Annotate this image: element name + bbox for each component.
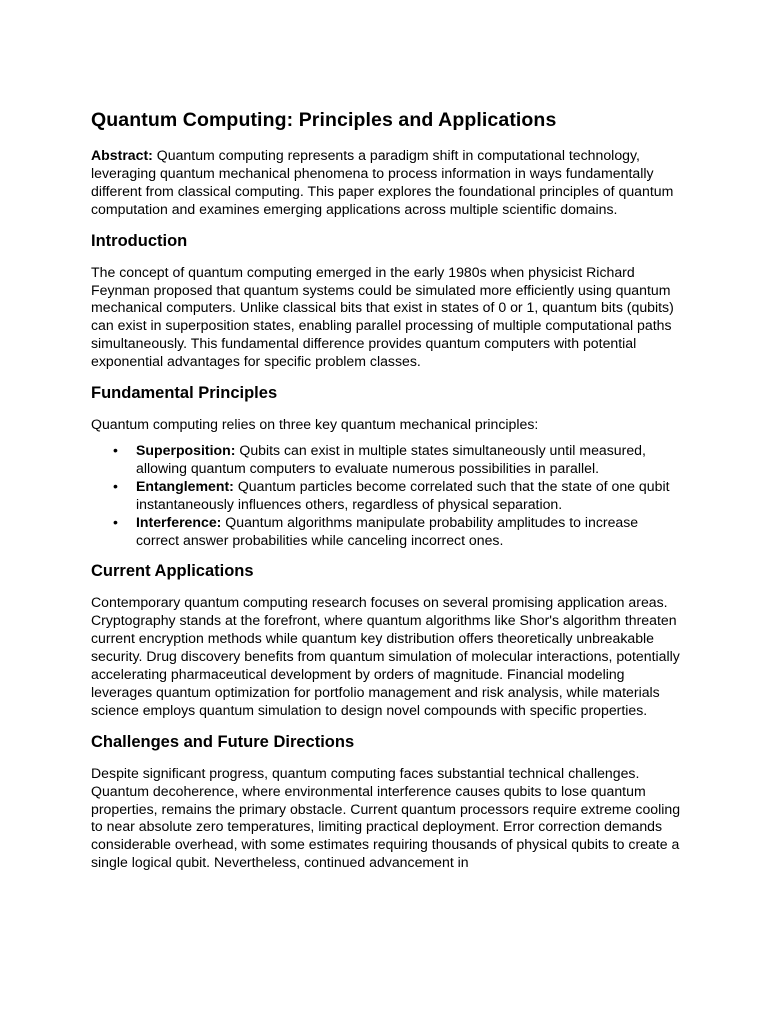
abstract-text: Quantum computing represents a paradigm shift in computational technology, leveraging quantum mechanical phenomena to process information in ways fundamentally different from classical computing. This paper explores the foundational principles of quantum computation and examines emerging applications across multiple scientific domains. bbox=[91, 147, 674, 217]
bullet-icon: • bbox=[113, 441, 118, 458]
introduction-heading: Introduction bbox=[91, 231, 188, 250]
principles-heading: Fundamental Principles bbox=[91, 384, 278, 403]
list-item-term: Superposition: bbox=[136, 441, 236, 458]
bullet-icon: • bbox=[113, 477, 118, 494]
list-item bbox=[113, 441, 681, 478]
list-item bbox=[113, 513, 681, 550]
list-item-term: Entanglement: bbox=[136, 477, 234, 494]
challenges-paragraph: Despite significant progress, quantum computing faces substantial technical challenges. Quantum decoherence, where environmental interference causes qubits to lose quantum properties, remains the primary obstacle. Current quantum processors require extreme cooling to near absolute zero temperatures, limiting practical deployment. Error correction demands considerable overhead, with some estimates requiring thousands of physical qubits to create a single logical qubit. Nevertheless, continued advancement in bbox=[91, 764, 681, 871]
list-item-term: Interference: bbox=[136, 513, 222, 530]
list-item-text: Quantum algorithms manipulate probability amplitudes to increase correct answer probabilities while canceling incorrect ones. bbox=[136, 513, 639, 548]
list-item-text: Qubits can exist in multiple states simultaneously until measured, allowing quantum computers to evaluate numerous possibilities in parallel. bbox=[136, 441, 646, 476]
list-item-text: Quantum particles become correlated such that the state of one qubit instantaneously influences others, regardless of physical separation. bbox=[136, 477, 670, 512]
applications-paragraph: Contemporary quantum computing research focuses on several promising application areas. Cryptography stands at the forefront, where quantum algorithms like Shor's algorithm threaten current encryption methods while quantum key distribution offers theoretically unbreakable security. Drug discovery benefits from quantum simulation of molecular interactions, potentially accelerating pharmaceutical development by orders of magnitude. Financial modeling leverages quantum optimization for portfolio management and risk analysis, while materials science employs quantum simulation to design novel compounds with specific properties. bbox=[91, 594, 680, 718]
bullet-icon: • bbox=[113, 513, 118, 530]
principles-intro: Quantum computing relies on three key quantum mechanical principles: bbox=[91, 416, 539, 433]
principles-list bbox=[91, 442, 681, 549]
list-item bbox=[113, 477, 681, 514]
abstract-paragraph bbox=[91, 147, 681, 219]
introduction-paragraph: The concept of quantum computing emerged in the early 1980s when physicist Richard Feynman proposed that quantum systems could be simulated more efficiently using quantum mechanical computers. Unlike classical bits that exist in states of 0 or 1, quantum bits (qubits) can exist in superposition states, enabling parallel processing of multiple computational paths simultaneously. This fundamental difference provides quantum computers with potential exponential advantages for specific problem classes. bbox=[91, 263, 674, 370]
applications-heading: Current Applications bbox=[91, 562, 254, 581]
challenges-heading: Challenges and Future Directions bbox=[91, 732, 355, 751]
document-page bbox=[91, 108, 681, 884]
page-title: Quantum Computing: Principles and Applications bbox=[91, 109, 557, 131]
abstract-label: Abstract: bbox=[91, 147, 153, 163]
